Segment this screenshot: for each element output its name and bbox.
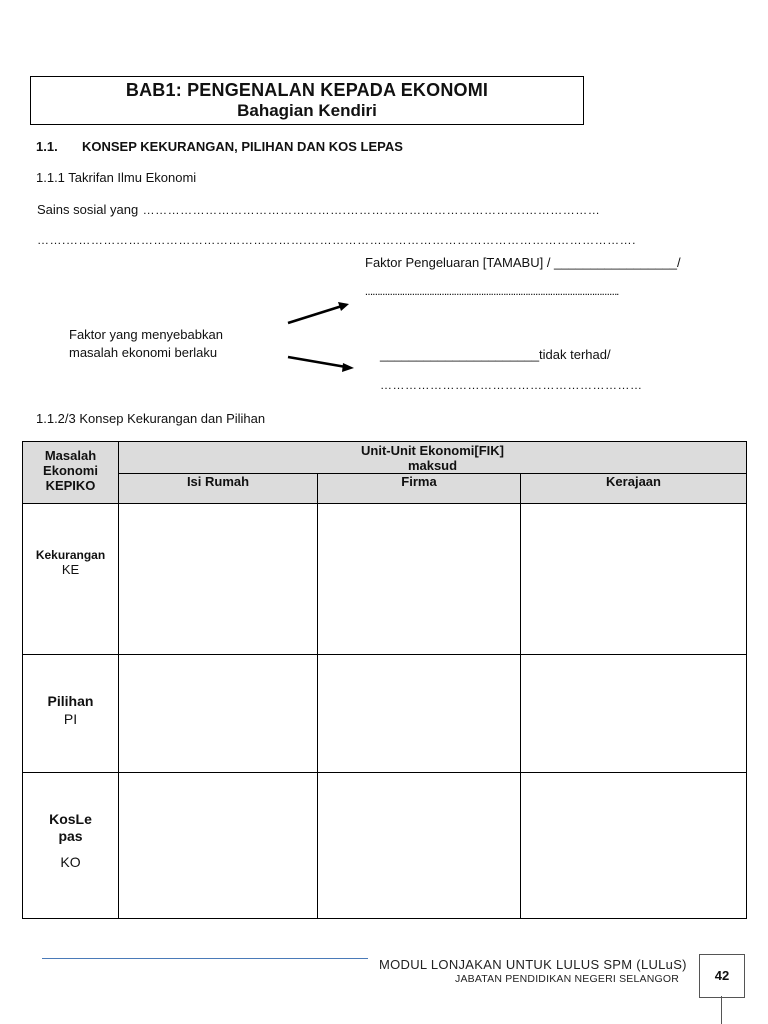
footer-module-title: MODUL LONJAKAN UNTUK LULUS SPM (LULuS) [379,957,687,972]
cause-label-line-2: masalah ekonomi berlaku [69,345,218,360]
answer-cell[interactable] [318,504,521,655]
section-title: KONSEP KEKURANGAN, PILIHAN DAN KOS LEPAS [82,139,403,154]
kepiko-table [22,441,747,919]
definition-line-1 [37,201,600,219]
answer-cell[interactable] [119,773,318,919]
table-row [23,773,747,919]
answer-cell[interactable] [521,504,747,655]
row-label-kos-lepas: KosLe pas KO [23,773,119,919]
answer-cell[interactable] [521,773,747,919]
column-header-firma: Firma [318,474,521,504]
factor-production-label: Faktor Pengeluaran [TAMABU] / _________________/ [365,255,681,270]
section-number: 1.1. [36,139,58,154]
subsection-1-heading: 1.1.1 Takrifan Ilmu Ekonomi [36,170,197,185]
unlimited-wants-dots: ……………………………………………………… [380,378,643,392]
row-label-pilihan: Pilihan PI [23,655,119,773]
page-number: 42 [699,954,745,998]
answer-cell[interactable] [318,773,521,919]
footer-department: JABATAN PENDIDIKAN NEGERI SELANGOR [455,973,680,985]
subsection-2-heading: 1.1.2/3 Konsep Kekurangan dan Pilihan [36,411,266,426]
definition-dots-1: ………………………………………….…………………………………….……………… [142,203,601,217]
units-group-header: Unit-Unit Ekonomi[FIK] maksud [119,442,747,474]
definition-dots-2: …….………………………………………………….……………………………………………………………………. [37,233,637,247]
chapter-subtitle: Bahagian Kendiri [237,101,377,120]
answer-cell[interactable] [119,655,318,773]
page-number-tail [721,996,722,1024]
chapter-title-box [30,76,584,125]
table-row [23,655,747,773]
answer-cell[interactable] [318,655,521,773]
answer-cell[interactable] [119,504,318,655]
chapter-title: BAB1: PENGENALAN KEPADA EKONOMI [125,80,489,100]
column-header-kerajaan: Kerajaan [521,474,747,504]
table-corner-header: Masalah Ekonomi KEPIKO [23,442,119,504]
row-label-kekurangan: Kekurangan KE [23,504,119,655]
answer-cell[interactable] [521,655,747,773]
arrow-down-right-icon [288,357,354,372]
footer-rule [42,958,368,959]
arrow-up-right-icon [288,302,349,323]
unlimited-wants-label: ______________________tidak terhad/ [380,347,611,362]
arrows-diagram [280,295,370,380]
column-header-isi-rumah: Isi Rumah [119,474,318,504]
factor-production-dots: …………………………………………………………………………………………. [365,288,619,297]
section-heading [36,139,403,154]
cause-label-line-1: Faktor yang menyebabkan [69,327,223,342]
definition-prefix: Sains sosial yang [37,202,139,217]
table-row [23,504,747,655]
